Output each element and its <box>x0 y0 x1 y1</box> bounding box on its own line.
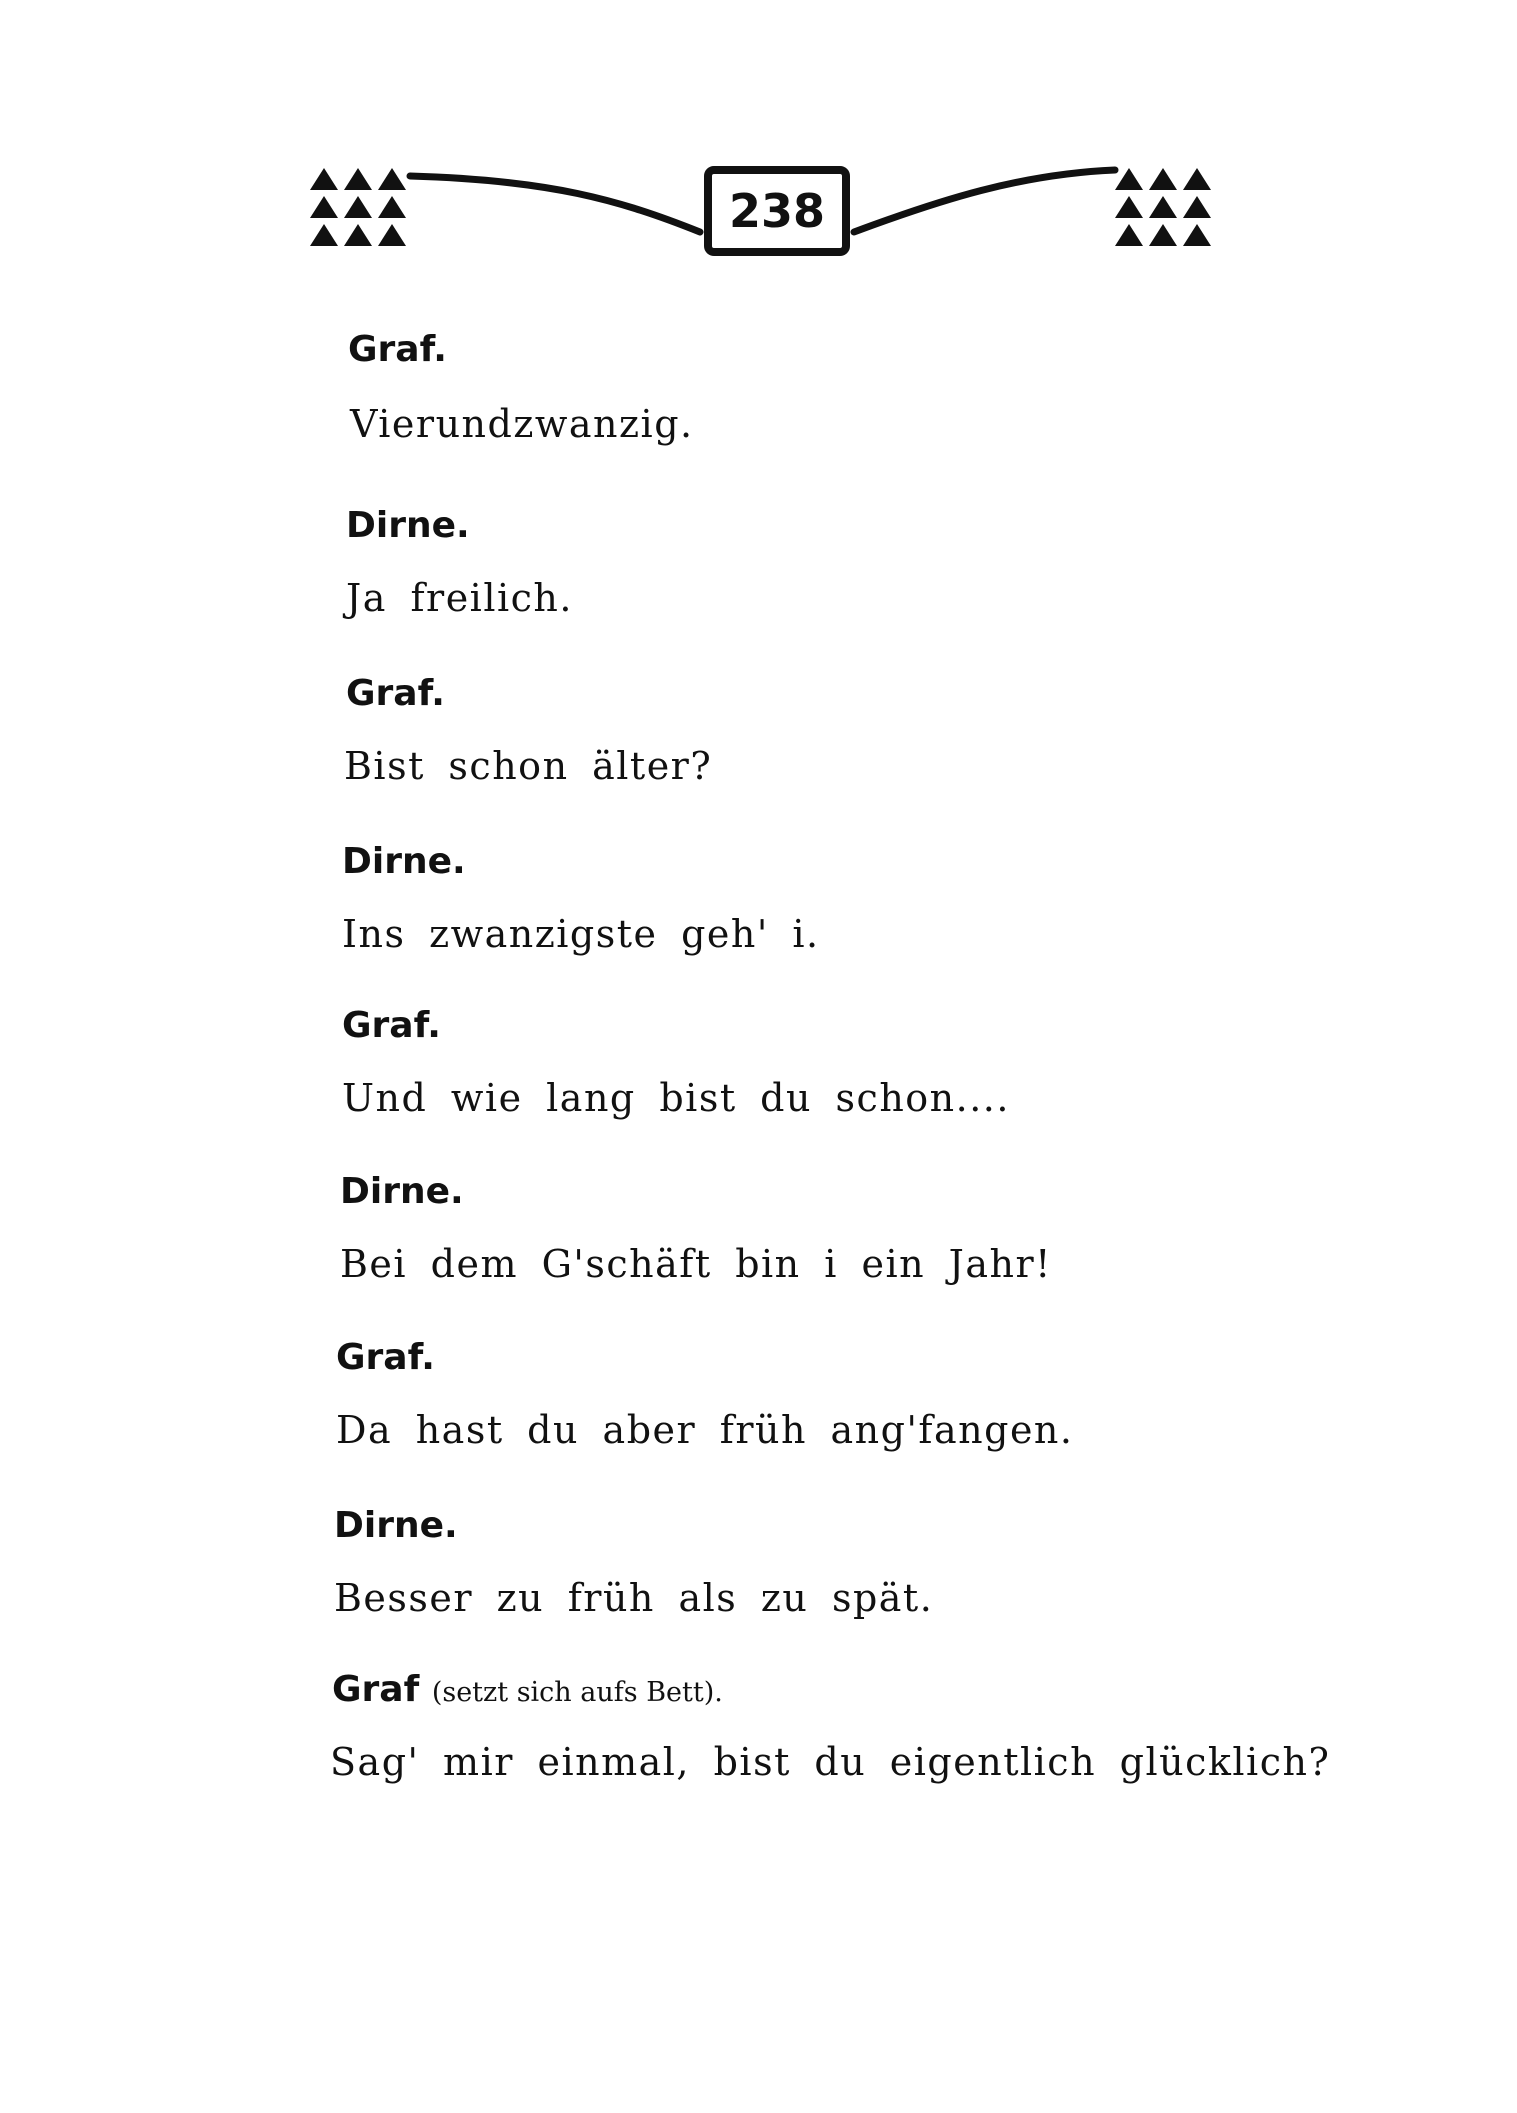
page-number: 238 <box>728 184 826 238</box>
dialogue-line: Da hast du aber früh ang'fangen. <box>336 1408 1074 1452</box>
speaker-name: Graf. <box>348 329 447 370</box>
speaker-with-stage-direction <box>332 1668 723 1715</box>
dialogue-line: Bist schon älter? <box>344 744 713 788</box>
speaker-name: Graf. <box>346 673 445 714</box>
dialogue-line: Bei dem G'schäft bin i ein Jahr! <box>340 1242 1052 1286</box>
stage-direction: (setzt sich aufs Bett). <box>431 1677 723 1708</box>
dialogue-line: Ja freilich. <box>346 576 573 620</box>
speaker-name: Dirne. <box>346 505 470 546</box>
speaker-name: Dirne. <box>334 1505 458 1546</box>
dialogue-line: Besser zu früh als zu spät. <box>334 1576 934 1620</box>
speaker-name: Graf. <box>336 1337 435 1378</box>
dialogue-line: Sag' mir einmal, bist du eigentlich glücklich? <box>330 1740 1331 1784</box>
dialogue-line: Und wie lang bist du schon.... <box>342 1076 1010 1120</box>
speaker-name: Graf. <box>342 1005 441 1046</box>
dialogue-line: Ins zwanzigste geh' i. <box>342 912 820 956</box>
dialogue-line: Vierundzwanzig. <box>350 402 694 446</box>
speaker-name: Dirne. <box>340 1171 464 1212</box>
speaker-name: Graf <box>332 1669 420 1710</box>
speaker-name: Dirne. <box>342 841 466 882</box>
